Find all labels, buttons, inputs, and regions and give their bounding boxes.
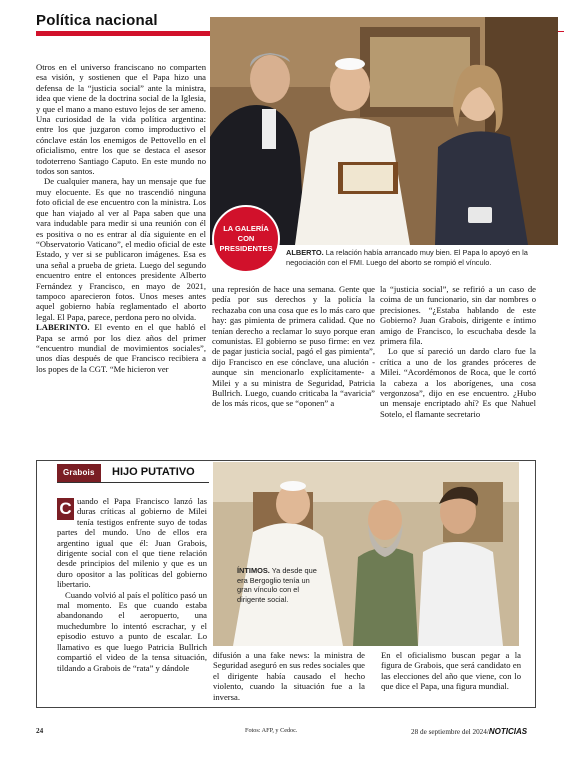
- caption-lead: ÍNTIMOS.: [237, 566, 270, 575]
- section-rule: [36, 31, 214, 36]
- paragraph: Cuando volvió al país el político pasó un mal momento. Es que cuando estaba abandonando el aeropuerto, una muchedumbre lo intentó escrachar, y el episodio estuvo a punto de escalar. Lo llamativo es que luego Patricia Bullrich compartió el video de la tensa situación, tildando a Grabois de “rata” y dándole: [57, 589, 207, 673]
- article-column-1: [36, 62, 206, 427]
- page-number: 24: [36, 727, 44, 735]
- caption-text: Ya desde que era Bergoglio tenía un gran vínculo con el dirigente social.: [237, 566, 317, 604]
- dropcap: C: [57, 498, 74, 520]
- caption-lead: ALBERTO.: [286, 248, 324, 257]
- article-column-3: [380, 284, 536, 427]
- paragraph: De cualquier manera, hay un mensaje que fue muy elocuente. Es que no trascendió ninguna foto oficial de ese encuentro con la ministra. Los que han viajado al ver al Papa saben que una vara indudable para medir si una reunión con él es positiva o no es entrar al día siguiente en el “Observatorio Vaticano”, el medio oficial de este Estado, y ver si se publicaron imágenes. Esa es una señal a prueba de grieta. Luego del segundo encuentro entre el entonces presidente Alberto Fernández y Francisco, en mayo de 2021, tampoco aparecieron fotos. Unos meses antes aquel gobierno había reglamentado el aborto legal. El Papa, parece, perdona pero no olvida.: [36, 176, 206, 322]
- caption-text: La relación había arrancado muy bien. El Papa lo apoyó en la negociación con el FMI. Luego del aborto se rompió el vínculo.: [286, 248, 528, 267]
- sidebar-photo: [213, 462, 519, 646]
- badge-line-1: LA GALERÍA: [223, 223, 269, 233]
- top-photo-caption: [286, 248, 558, 267]
- section-header: [36, 12, 214, 38]
- footer-separator: /: [486, 728, 489, 736]
- badge-line-2: CON: [237, 233, 255, 243]
- paragraph-text: uando el Papa Francisco lanzó las duras críticas al gobierno de Milei tenía testigos enfrente suyo de todas partes del mundo. Uno de ellos era argentino igual que él: Juan Grabois, dirigente social con el que tiene relación desde principios del milenio y que es un duro opositor a las políticas del gobierno libertario.: [57, 496, 207, 590]
- subhead: LABERINTO.: [36, 322, 90, 333]
- sidebar-title: HIJO PUTATIVO: [112, 466, 195, 478]
- sidebar-column-2: [213, 650, 365, 702]
- sidebar-column-1: [57, 496, 207, 698]
- sidebar-tag: Grabois: [57, 464, 101, 482]
- publication-name: NOTICIAS: [488, 727, 528, 736]
- paragraph: una represión de hace una semana. Gente que pedía por sus derechos y la policía la rechazaba con una cosa que es lo más caro que hay: gas pimienta de primera calidad. Que no tenían derecho a reclamar lo suyo porque eran comunistas. El gobierno se puso firme: en vez de pagar justicia social, pagó el gas pimienta”, dijo Francisco en ese cónclave, una alución -aunque sin mencionarlo explícitamente- a Milei y a su ministra de Seguridad, Patricia Bullrich. Luego, cuando criticaba la “avaricia” de los más ricos, que se “oponen” a: [212, 284, 375, 409]
- paragraph: [36, 322, 206, 374]
- paragraph-text: El evento en el que habló el Papa se armó por los diez años del primer “encuentro mundial de movimientos sociales”, unos días después de que Francisco recibiera a los popes de la CGT. “Me hicieron ver: [36, 322, 206, 374]
- photo-credits: Fotos: AFP, y Cedoc.: [245, 727, 298, 734]
- gallery-badge: [212, 205, 280, 273]
- paragraph: difusión a una fake news: la ministra de Seguridad aseguró en sus redes sociales que el dirigente había causado el hecho violento, cuando la situación fue a la inversa.: [213, 650, 365, 702]
- sidebar-title-rule: [57, 482, 209, 483]
- footer-date-brand: [411, 727, 527, 736]
- sidebar-photo-caption: [237, 566, 323, 605]
- paragraph: Otros en el universo franciscano no comparten esa visión, y sostienen que el Papa hizo una defensa de la “justicia social” ante la ministra, idea que viene de la doctrina social de la Iglesia, y que el mano a mano estuvo lejos de ser ameno. Una curiosidad de la vida política argentina: entre los que juzgaron como improductivo el cónclave están los enemigos de Pettovello en el oficialismo, entre los que se destaca el asesor todoterreno Santiago Caputo. En este mundo no todos son santos.: [36, 62, 206, 177]
- paragraph: Lo que sí pareció un dardo claro fue la crítica a uno de los grandes próceres de Milei. “Acordémonos de Roca, que le cortó la cabeza a los aborígenes, una cosa vergonzosa”, dijo en ese encuentro. ¿Hubo un mensaje encriptado ahí? Es que Nahuel Sotelo, el flamante secretario: [380, 346, 536, 419]
- paragraph: En el oficialismo buscan pegar a la figura de Grabois, que será candidato en las elecciones del año que viene, con lo que dice el Papa, una figura mundial.: [381, 650, 521, 692]
- article-column-2: [212, 284, 375, 427]
- footer-date: 28 de septiembre del 2024: [411, 728, 487, 736]
- section-title: Política nacional: [36, 12, 158, 29]
- paragraph: la “justicia social”, se refirió a un caso de coima de un funcionario, sin dar nombres o precisiones. “¿Estaba hablando de este Gobierno? Juan Grabois, dirigente e íntimo amigo de Francisco, lo escuchaba desde la primera fila.: [380, 284, 536, 347]
- sidebar-column-3: [381, 650, 521, 702]
- badge-line-3: PRESIDENTES: [219, 244, 273, 254]
- paragraph: [57, 496, 207, 590]
